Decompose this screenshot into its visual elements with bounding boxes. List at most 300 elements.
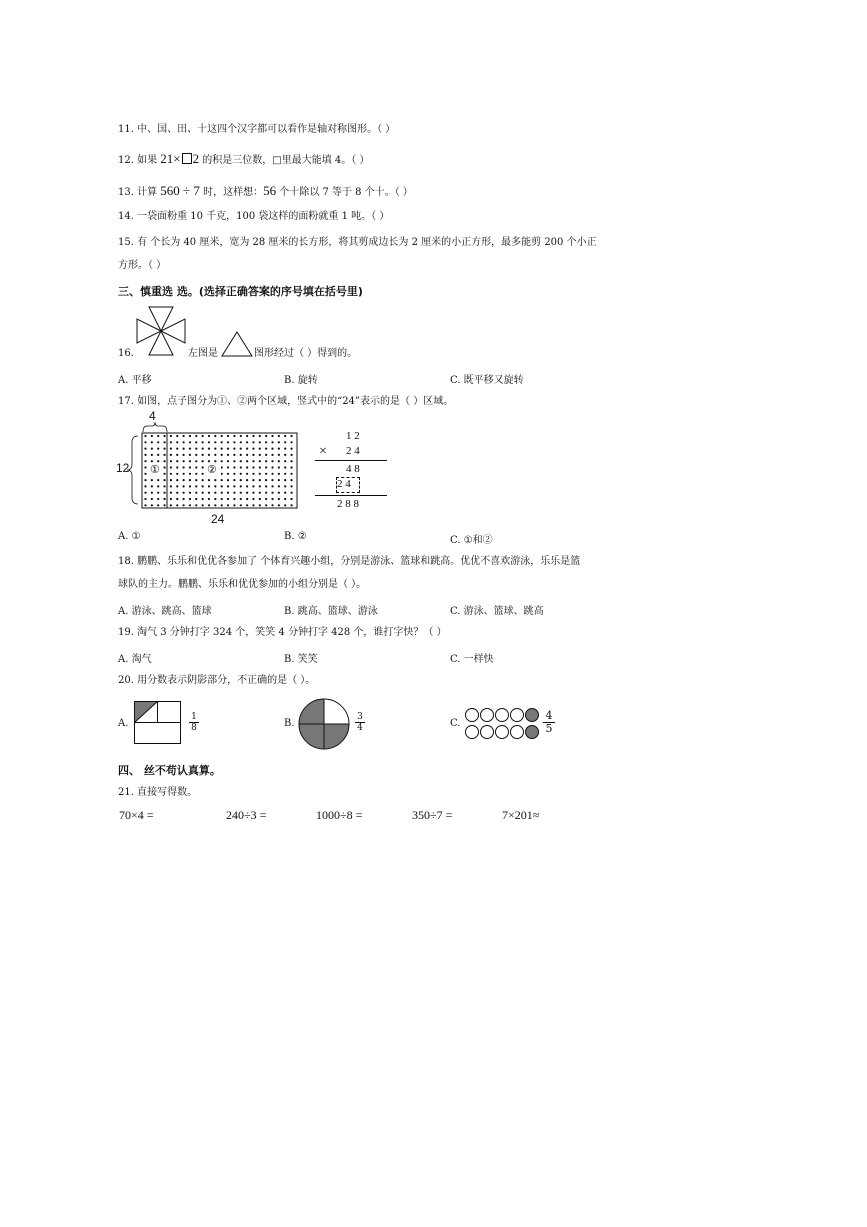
dot	[170, 504, 172, 506]
dot	[202, 473, 204, 475]
question-14: 14. 一袋面粉重 10 千克，100 袋这样的面粉就重 1 吨。（ ）	[118, 211, 390, 222]
dot	[227, 441, 229, 443]
dot	[151, 448, 153, 450]
dot	[240, 454, 242, 456]
dot	[144, 479, 146, 481]
region-2-label: ②	[207, 463, 217, 476]
dot	[176, 504, 178, 506]
dot	[259, 448, 261, 450]
dot	[265, 454, 267, 456]
dot	[233, 441, 235, 443]
dot	[170, 492, 172, 494]
dot	[151, 454, 153, 456]
dot	[189, 454, 191, 456]
dot	[278, 492, 280, 494]
dot	[271, 454, 273, 456]
dot	[157, 504, 159, 506]
dot	[271, 504, 273, 506]
dot	[208, 448, 210, 450]
dot	[176, 448, 178, 450]
dot	[227, 435, 229, 437]
dot	[176, 435, 178, 437]
dot	[214, 492, 216, 494]
dot	[271, 485, 273, 487]
dot	[246, 473, 248, 475]
q16-option-a[interactable]: A. 平移	[118, 375, 152, 386]
dot	[151, 479, 153, 481]
dot	[202, 435, 204, 437]
dot	[259, 498, 261, 500]
dot	[157, 454, 159, 456]
dot	[290, 492, 292, 494]
dot	[265, 504, 267, 506]
q20-option-a-figure	[134, 701, 182, 745]
dot	[265, 466, 267, 468]
dot	[183, 485, 185, 487]
dot	[208, 435, 210, 437]
dot	[221, 435, 223, 437]
dot	[189, 479, 191, 481]
dot	[233, 454, 235, 456]
dot	[221, 479, 223, 481]
dot	[170, 460, 172, 462]
question-17: 17. 如图，点子图分为①、②两个区域，竖式中的“24”表示的是（ ）区域。	[118, 396, 454, 407]
dot	[195, 498, 197, 500]
dot	[151, 485, 153, 487]
dot	[176, 466, 178, 468]
dot	[202, 492, 204, 494]
dot	[214, 479, 216, 481]
blank-box	[182, 153, 192, 164]
dot	[144, 441, 146, 443]
question-15-line2: 方形。（ ）	[118, 260, 167, 271]
dot	[189, 473, 191, 475]
dot	[246, 435, 248, 437]
dot	[246, 492, 248, 494]
dot	[265, 473, 267, 475]
question-12: 12. 如果 21× 2 的积是三位数，□里最大能填 4。（ ）	[118, 151, 370, 166]
dot	[259, 473, 261, 475]
dot	[284, 454, 286, 456]
dot	[195, 448, 197, 450]
dot	[151, 441, 153, 443]
dot	[183, 498, 185, 500]
dot	[157, 485, 159, 487]
dot	[170, 498, 172, 500]
dot	[252, 460, 254, 462]
dot	[195, 485, 197, 487]
dot	[151, 460, 153, 462]
dot	[240, 473, 242, 475]
dot	[252, 466, 254, 468]
dot	[189, 504, 191, 506]
dot	[163, 473, 165, 475]
dot	[163, 504, 165, 506]
dot	[259, 485, 261, 487]
q18-option-a[interactable]: A. 游泳、跳高、篮球	[118, 606, 212, 617]
question-21: 21. 直接写得数。	[118, 787, 198, 798]
dot	[144, 460, 146, 462]
dot	[176, 485, 178, 487]
dot	[227, 466, 229, 468]
dot	[278, 466, 280, 468]
q20-option-c-label[interactable]: C.	[450, 718, 461, 729]
dot	[252, 485, 254, 487]
dot	[227, 498, 229, 500]
dot	[271, 479, 273, 481]
dot	[214, 448, 216, 450]
q19-option-a[interactable]: A. 淘气	[118, 654, 152, 665]
dot	[259, 454, 261, 456]
dot	[183, 466, 185, 468]
dot	[221, 441, 223, 443]
question-13: 13. 计算 560 ÷ 7 时，这样想：56 个十除以 7 等于 8 个十。（ ）	[118, 183, 413, 198]
dot	[284, 492, 286, 494]
dot	[252, 473, 254, 475]
dot	[278, 435, 280, 437]
calc-item-2: 240÷3 =	[226, 808, 267, 822]
q20-option-a-fraction: 1 8	[189, 712, 199, 733]
dot	[252, 448, 254, 450]
dot	[202, 504, 204, 506]
dot	[278, 460, 280, 462]
dot	[151, 435, 153, 437]
dot	[233, 504, 235, 506]
dot	[163, 454, 165, 456]
dot	[183, 454, 185, 456]
dot	[157, 460, 159, 462]
dot	[144, 504, 146, 506]
dot	[271, 498, 273, 500]
dot	[183, 448, 185, 450]
dot	[151, 498, 153, 500]
dot	[195, 504, 197, 506]
dot	[265, 479, 267, 481]
dot	[271, 460, 273, 462]
dot	[202, 498, 204, 500]
dot	[151, 504, 153, 506]
dot	[144, 435, 146, 437]
dot	[227, 479, 229, 481]
dot	[271, 466, 273, 468]
dot	[195, 460, 197, 462]
dot	[227, 485, 229, 487]
dot	[214, 435, 216, 437]
dot	[284, 479, 286, 481]
q20-option-c-fraction: 4 5	[543, 710, 555, 735]
label-top-4: 4	[149, 409, 156, 423]
dot	[246, 441, 248, 443]
dot	[214, 441, 216, 443]
dot	[240, 441, 242, 443]
dot	[233, 460, 235, 462]
dot	[170, 441, 172, 443]
dot	[252, 498, 254, 500]
dot	[163, 448, 165, 450]
calc-item-4: 350÷7 =	[412, 808, 453, 822]
q20-option-a-label[interactable]: A.	[118, 718, 129, 729]
dot	[246, 485, 248, 487]
dot	[163, 492, 165, 494]
dot	[271, 492, 273, 494]
dot	[284, 504, 286, 506]
calc-item-3: 1000÷8 =	[316, 808, 363, 822]
question-11: 11. 中、国、田、十这四个汉字都可以看作是轴对称图形。（ ）	[118, 124, 396, 135]
dot	[170, 473, 172, 475]
dot	[208, 460, 210, 462]
question-20: 20. 用分数表示阴影部分，不正确的是（ ）。	[118, 675, 316, 686]
dot	[240, 466, 242, 468]
region-1-label: ①	[150, 463, 160, 476]
q20-option-b-label[interactable]: B.	[284, 718, 295, 729]
dot	[278, 479, 280, 481]
triangle-figure	[221, 331, 253, 357]
dot	[195, 466, 197, 468]
dot	[252, 441, 254, 443]
dot	[221, 492, 223, 494]
dot	[284, 441, 286, 443]
dot	[265, 448, 267, 450]
section-4-heading: 四、 丝不苟认真算。	[118, 764, 221, 777]
dot	[233, 485, 235, 487]
dot	[189, 498, 191, 500]
dot	[252, 492, 254, 494]
q19-option-c[interactable]: C. 一样快	[450, 654, 494, 665]
dot	[202, 441, 204, 443]
dot	[278, 498, 280, 500]
dot	[189, 460, 191, 462]
dot	[240, 448, 242, 450]
q17-option-a[interactable]: A. ①	[118, 531, 141, 542]
dot	[202, 454, 204, 456]
dot	[202, 448, 204, 450]
label-bottom-24: 24	[211, 512, 225, 526]
dot	[284, 485, 286, 487]
dot	[144, 454, 146, 456]
dot	[240, 435, 242, 437]
dot	[157, 435, 159, 437]
dot	[259, 466, 261, 468]
dot	[221, 448, 223, 450]
vertical-multiplication: 1 2 × 2 4 4 8 2 4 2 8 8	[315, 430, 390, 515]
dot	[170, 435, 172, 437]
dot	[183, 441, 185, 443]
dot	[227, 504, 229, 506]
q18-option-c[interactable]: C. 游泳、篮球、跳高	[450, 606, 544, 617]
dot	[290, 460, 292, 462]
dot	[189, 492, 191, 494]
dot	[144, 473, 146, 475]
dot	[195, 479, 197, 481]
dot	[290, 473, 292, 475]
dot	[163, 466, 165, 468]
dot	[176, 479, 178, 481]
dot	[202, 466, 204, 468]
dot	[157, 441, 159, 443]
dot	[290, 466, 292, 468]
dot	[246, 498, 248, 500]
dot	[240, 492, 242, 494]
dot	[278, 448, 280, 450]
dot	[259, 435, 261, 437]
dot	[227, 454, 229, 456]
dot	[290, 454, 292, 456]
dot	[214, 485, 216, 487]
dot	[189, 448, 191, 450]
dot	[183, 479, 185, 481]
dot	[259, 460, 261, 462]
dot	[278, 454, 280, 456]
dot	[284, 460, 286, 462]
dot	[246, 479, 248, 481]
dot	[290, 498, 292, 500]
dot	[183, 492, 185, 494]
q20-option-b-figure	[298, 698, 350, 750]
dot	[214, 460, 216, 462]
dot	[144, 466, 146, 468]
dot	[183, 504, 185, 506]
dot	[221, 498, 223, 500]
dot	[195, 441, 197, 443]
q17-option-b[interactable]: B. ②	[284, 531, 307, 542]
dot	[208, 454, 210, 456]
dot	[233, 473, 235, 475]
dot	[176, 460, 178, 462]
dot	[271, 473, 273, 475]
q20-option-c-figure	[464, 707, 544, 741]
dot	[252, 435, 254, 437]
question-15-line1: 15. 有 个长为 40 厘米，宽为 28 厘米的长方形，将其剪成边长为 2 厘米的小正方形，最多能剪 200 个小正	[118, 237, 597, 248]
dot	[189, 441, 191, 443]
dot	[208, 485, 210, 487]
question-18-line2: 球队的主力。鹏鹏、乐乐和优优参加的小组分别是（ ）。	[118, 579, 367, 590]
dot	[221, 504, 223, 506]
dot	[227, 460, 229, 462]
dot	[246, 460, 248, 462]
dot	[189, 466, 191, 468]
dot	[246, 504, 248, 506]
dot	[227, 473, 229, 475]
dot	[252, 504, 254, 506]
dot	[189, 435, 191, 437]
dot	[233, 479, 235, 481]
dot	[240, 479, 242, 481]
dot	[195, 435, 197, 437]
dot	[214, 504, 216, 506]
dot	[284, 473, 286, 475]
calc-item-1: 70×4 =	[119, 808, 154, 822]
dot	[278, 504, 280, 506]
dot	[183, 473, 185, 475]
section-3-heading: 三、慎重选 选。(选择正确答案的序号填在括号里)	[118, 285, 363, 298]
dot	[265, 460, 267, 462]
dot	[183, 435, 185, 437]
dot	[163, 479, 165, 481]
dot	[144, 485, 146, 487]
dot	[259, 492, 261, 494]
dot	[265, 441, 267, 443]
dot	[195, 492, 197, 494]
dot	[290, 448, 292, 450]
q19-option-b[interactable]: B. 笑笑	[284, 654, 318, 665]
dot	[189, 485, 191, 487]
dot	[195, 473, 197, 475]
dot	[176, 492, 178, 494]
dot	[151, 492, 153, 494]
dot	[233, 466, 235, 468]
dot	[163, 485, 165, 487]
dot	[284, 466, 286, 468]
dot	[170, 479, 172, 481]
dot	[170, 466, 172, 468]
dot	[246, 448, 248, 450]
dot	[170, 485, 172, 487]
dot	[246, 454, 248, 456]
dot	[144, 498, 146, 500]
dot	[259, 441, 261, 443]
dot	[170, 448, 172, 450]
dot	[278, 441, 280, 443]
dot	[265, 498, 267, 500]
dot	[208, 498, 210, 500]
question-19: 19. 淘气 3 分钟打字 324 个，笑笑 4 分钟打字 428 个，谁打字快？（ ）	[118, 627, 447, 638]
dot	[240, 460, 242, 462]
dot	[240, 485, 242, 487]
question-18-line1: 18. 鹏鹏、乐乐和优优各参加了 个体育兴趣小组，分别是游泳、篮球和跳高。优优不喜欢游泳，乐乐是篮	[118, 556, 581, 567]
dot	[278, 485, 280, 487]
dot	[240, 504, 242, 506]
dot	[284, 435, 286, 437]
dot	[265, 492, 267, 494]
dot	[214, 454, 216, 456]
dot	[284, 448, 286, 450]
dot	[163, 441, 165, 443]
question-16-left-text: 左图是	[188, 348, 218, 359]
dot	[221, 485, 223, 487]
dot	[208, 504, 210, 506]
dot	[163, 460, 165, 462]
dot	[284, 498, 286, 500]
dot	[157, 479, 159, 481]
dot	[252, 454, 254, 456]
q18-option-b[interactable]: B. 跳高、篮球、游泳	[284, 606, 378, 617]
q17-option-c[interactable]: C. ①和②	[450, 535, 493, 546]
dot	[157, 492, 159, 494]
dot	[233, 492, 235, 494]
dot	[157, 498, 159, 500]
dot	[208, 479, 210, 481]
dot	[271, 441, 273, 443]
question-16-number: 16.	[118, 348, 134, 359]
dot	[183, 460, 185, 462]
q20-option-b-fraction: 3 4	[355, 712, 365, 733]
dot	[163, 435, 165, 437]
dot	[221, 460, 223, 462]
dot	[214, 498, 216, 500]
calc-item-5: 7×201≈	[502, 808, 540, 822]
dot	[176, 454, 178, 456]
q16-option-c[interactable]: C. 既平移又旋转	[450, 375, 524, 386]
dot	[259, 479, 261, 481]
dot	[278, 473, 280, 475]
dot	[157, 448, 159, 450]
dot	[144, 492, 146, 494]
dot	[290, 485, 292, 487]
q16-option-b[interactable]: B. 旋转	[284, 375, 318, 386]
dot	[195, 454, 197, 456]
dot	[271, 448, 273, 450]
dot	[227, 448, 229, 450]
